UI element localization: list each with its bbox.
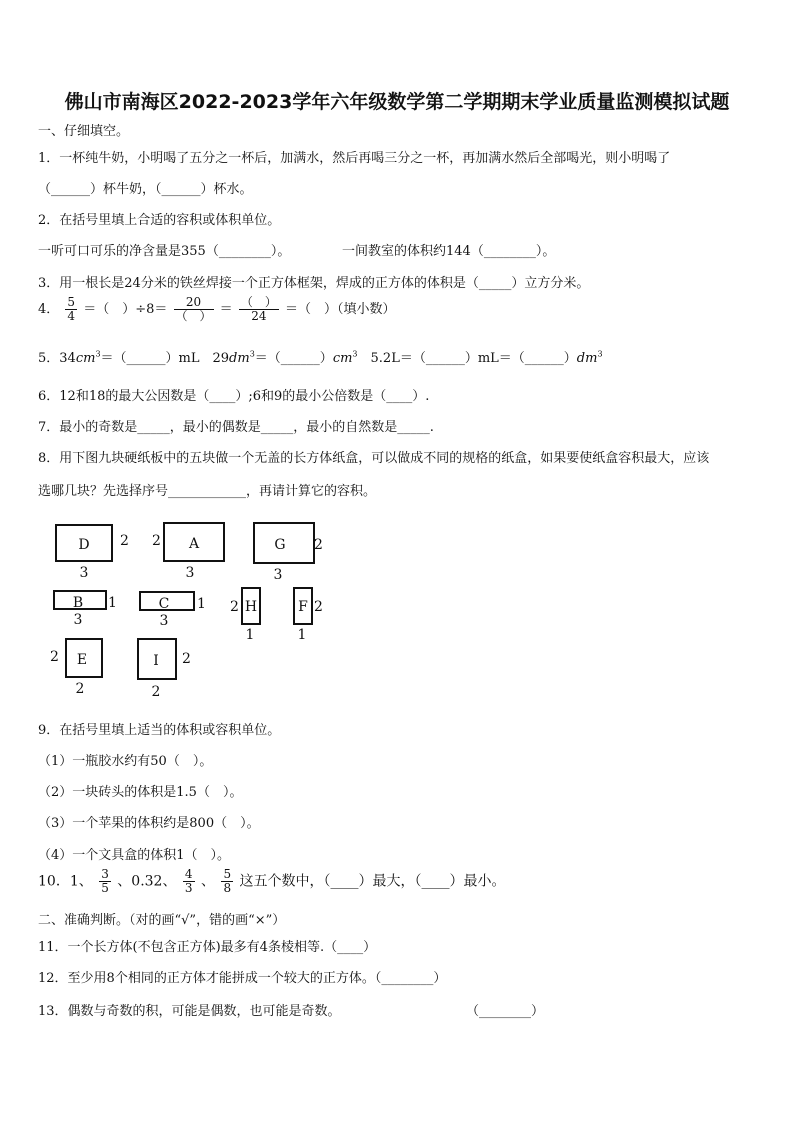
q4-fraction-2: $\frac{20}{( )}$ <box>175 295 212 324</box>
q10-fraction-2: $\frac{4}{3}$ <box>184 867 193 896</box>
board-H <box>230 588 260 643</box>
board-H-width: 1 <box>245 627 255 643</box>
question-6: 6．12和18的最大公因数是（____）;6和9的最小公倍数是（____）. <box>38 389 430 404</box>
question-11: 11．一个长方体(不包含正方体)最多有4条棱相等.（____） <box>38 940 377 955</box>
board-G <box>254 523 323 583</box>
board-E-width: 2 <box>75 681 85 697</box>
q4-fraction-3: $\frac{( )}{24}$ <box>240 295 277 324</box>
board-C-letter: C <box>158 596 170 612</box>
board-I-width: 2 <box>151 684 161 700</box>
question-13: 13．偶数与奇数的积，可能是偶数，也可能是奇数。 <box>38 1004 341 1019</box>
board-I-height: 2 <box>182 651 191 667</box>
q10-fraction-3: $\frac{5}{8}$ <box>223 867 232 896</box>
question-9-1: （1）一瓶胶水约有50（ ）。 <box>38 754 213 769</box>
board-H-letter: H <box>244 599 258 615</box>
board-H-height: 2 <box>230 599 239 615</box>
question-9-3: （3）一个苹果的体积约是800（ ）。 <box>38 816 260 831</box>
board-I <box>138 639 191 700</box>
board-E-letter: E <box>76 652 88 668</box>
board-C-width: 3 <box>159 613 169 629</box>
question-5: 5．$34cm^3=(\_\_\_\_\_\_)mL$ $29dm^3=(\_\_\_\_\_\_)cm^3$ $5.2L=(\_\_\_\_\_\_)mL=(\_\_\_\_\_\_)dm^3$ <box>38 349 603 366</box>
board-D-width: 3 <box>79 565 89 581</box>
board-D <box>56 525 129 581</box>
board-G-height: 2 <box>314 537 323 553</box>
cardboard-figure <box>40 515 340 705</box>
question-7: 7．最小的奇数是_____，最小的偶数是_____，最小的自然数是_____. <box>38 420 434 435</box>
board-C-height: 1 <box>197 596 206 612</box>
board-A <box>152 523 224 581</box>
board-A-letter: A <box>188 536 200 552</box>
question-2: 2．在括号里填上合适的容积或体积单位。 <box>38 213 281 228</box>
q4-text-1: ＝（ ）÷8＝ <box>83 302 168 318</box>
board-B <box>54 591 117 628</box>
question-3: 3．用一根长是24分米的铁丝焊接一个正方体框架，焊成的正方体的体积是（_____）立方分米。 <box>38 276 590 291</box>
board-F-height: 2 <box>314 599 323 615</box>
board-D-height: 2 <box>120 533 129 549</box>
page-title: 佛山市南海区2022-2023学年六年级数学第二学期期末学业质量监测模拟试题 <box>64 91 730 113</box>
q4-text-2: ＝ <box>219 302 233 318</box>
q4-fraction-1: $\frac{5}{4}$ <box>67 295 76 324</box>
question-2-b: 一间教室的体积约144（________）。 <box>342 244 556 259</box>
question-12: 12．至少用8个相同的正方体才能拼成一个较大的正方体。（________） <box>38 971 447 986</box>
question-8-line-1: 8．用下图九块硬纸板中的五块做一个无盖的长方体纸盒，可以做成不同的规格的纸盒，如果要使纸盒容积最大，应该 <box>38 451 710 466</box>
board-G-width: 3 <box>273 567 283 583</box>
board-G-letter: G <box>274 537 286 553</box>
question-9-2: （2）一块砖头的体积是1.5（ ）。 <box>38 785 243 800</box>
question-1-line-1: 1．一杯纯牛奶，小明喝了五分之一杯后，加满水，然后再喝三分之一杯，再加满水然后全部喝光，则小明喝了 <box>38 151 671 166</box>
section-heading-2: 二、准确判断。（对的画“√”，错的画“×”） <box>38 913 286 928</box>
question-1-line-2: （______）杯牛奶，（______）杯水。 <box>38 182 253 197</box>
board-C <box>140 592 206 629</box>
board-E-height: 2 <box>50 649 59 665</box>
board-B-width: 3 <box>73 612 83 628</box>
question-4 <box>38 296 396 323</box>
board-I-letter: I <box>153 653 159 669</box>
board-A-width: 3 <box>185 565 195 581</box>
board-F <box>294 588 323 643</box>
q4-label: 4． <box>38 302 60 318</box>
board-B-height: 1 <box>108 595 117 611</box>
question-10: 10．1、 $\frac{3}{5}$ 、0.32、 $\frac{4}{3}$ 、 $\frac{5}{8}$ 这五个数中，（____）最大，（____）最小。 <box>38 867 506 896</box>
question-13-answer: （________） <box>466 1004 545 1019</box>
question-9-4: （4）一个文具盒的体积1（ ）。 <box>38 848 231 863</box>
section-heading-1: 一、仔细填空。 <box>38 124 130 139</box>
question-2-a: 一听可口可乐的净含量是355（________）。 <box>38 244 291 259</box>
question-9: 9．在括号里填上适当的体积或容积单位。 <box>38 723 281 738</box>
board-E <box>50 639 102 697</box>
board-F-letter: F <box>298 599 308 615</box>
q4-text-3: ＝（ ）（填小数） <box>284 302 396 318</box>
board-D-letter: D <box>78 537 90 553</box>
board-B-letter: B <box>72 595 84 611</box>
q10-fraction-1: $\frac{3}{5}$ <box>101 867 109 896</box>
board-A-height: 2 <box>152 533 161 549</box>
question-8-line-2: 选哪几块？先选择序号____________，再请计算它的容积。 <box>38 484 377 499</box>
board-F-width: 1 <box>297 627 307 643</box>
